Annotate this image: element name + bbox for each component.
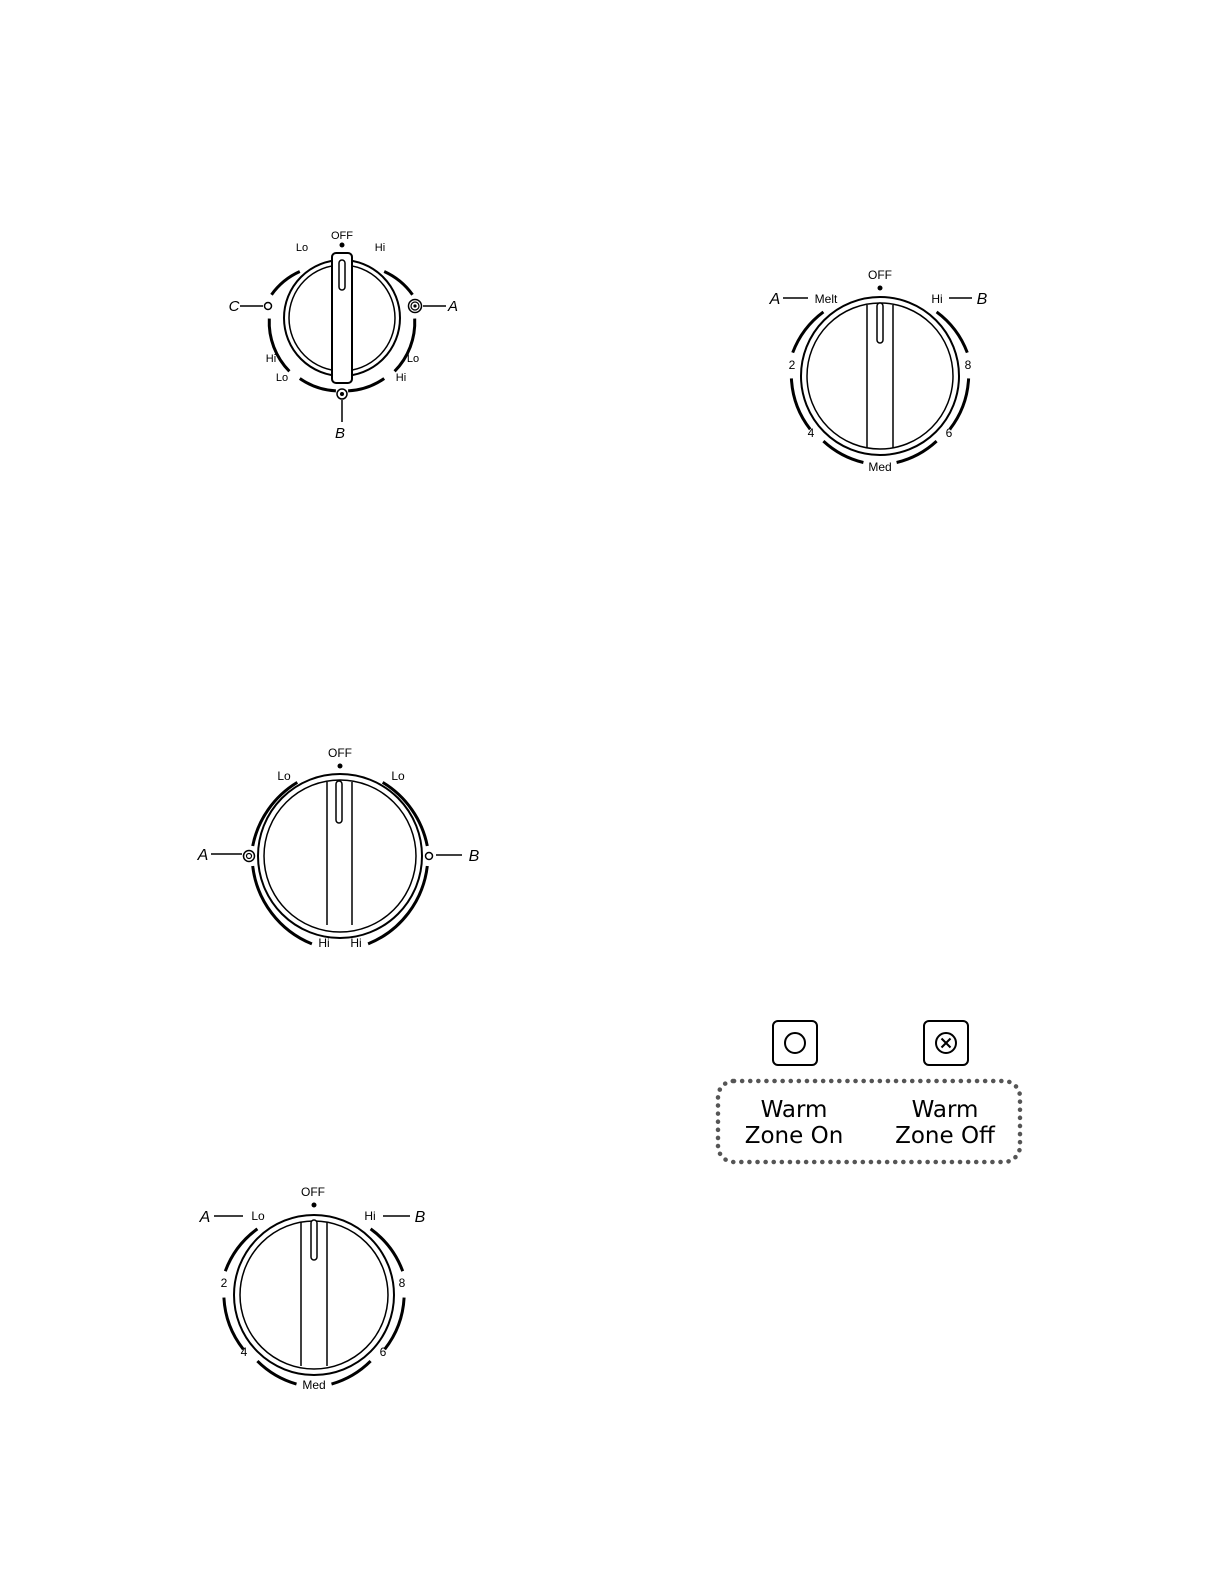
knob-pointer (336, 781, 342, 823)
melt-knob-diagram (769, 268, 988, 474)
callout-a: A (199, 1209, 211, 1226)
label-2: 2 (220, 1276, 228, 1290)
label-4: 4 (807, 426, 815, 440)
triple-element-icon (409, 300, 422, 313)
warm-zone-on-key[interactable] (773, 1021, 817, 1065)
callout-b: B (414, 1209, 426, 1226)
callout-a: A (769, 291, 781, 308)
label-4: 4 (240, 1345, 248, 1359)
callout-b: B (976, 291, 988, 308)
label-melt: Melt (814, 292, 838, 306)
knob-pointer (339, 260, 345, 290)
warm-zone-panel (718, 1021, 1020, 1162)
warm-zone-off-label-line1: Warm (911, 1097, 979, 1123)
warm-zone-on-label-line1: Warm (760, 1097, 828, 1123)
warm-zone-on-label-line2: Zone On (744, 1123, 844, 1149)
label-6: 6 (379, 1345, 387, 1359)
label-hi-right: Hi (395, 372, 407, 384)
knob-pointer (311, 1220, 317, 1260)
callout-b: B (468, 848, 480, 865)
knob-pointer (877, 303, 883, 343)
dual-element-knob-diagram (197, 746, 480, 950)
single-element-icon (265, 303, 272, 310)
callout-a: A (447, 298, 459, 315)
label-off: OFF (328, 746, 352, 760)
off-marker-dot (312, 1203, 317, 1208)
label-off: OFF (868, 268, 892, 282)
label-hi: Hi (931, 292, 943, 306)
label-lo-right: Lo (391, 769, 405, 783)
label-med: Med (868, 460, 892, 474)
callout-b: B (334, 425, 346, 442)
label-off: OFF (301, 1185, 325, 1199)
off-marker-dot (338, 764, 343, 769)
off-marker-dot (340, 243, 345, 248)
label-8: 8 (398, 1276, 406, 1290)
label-lo-left: Lo (275, 372, 289, 384)
warm-zone-off-button[interactable] (924, 1021, 968, 1065)
label-lo-left: Lo (277, 769, 291, 783)
warm-zone-on-button[interactable] (773, 1021, 817, 1065)
label-hi: Hi (364, 1209, 376, 1223)
off-marker-dot (878, 286, 883, 291)
label-hi-left: Hi (318, 936, 330, 950)
label-2: 2 (788, 358, 796, 372)
label-lo: Lo (251, 1209, 265, 1223)
label-lo-top: Lo (295, 242, 309, 254)
triple-element-knob-diagram (229, 230, 458, 442)
single-element-knob-diagram (199, 1185, 426, 1392)
warm-zone-off-label-line2: Zone Off (895, 1123, 995, 1149)
label-hi-left: Hi (265, 353, 277, 365)
callout-a: A (197, 847, 209, 864)
label-hi-top: Hi (374, 242, 386, 254)
single-element-icon (426, 853, 433, 860)
label-6: 6 (945, 426, 953, 440)
dual-element-icon (337, 389, 347, 399)
label-lo-right: Lo (406, 353, 420, 365)
label-hi-right: Hi (350, 936, 362, 950)
label-8: 8 (964, 358, 972, 372)
dual-element-icon (244, 851, 255, 862)
label-off: OFF (331, 230, 353, 242)
label-med: Med (302, 1378, 326, 1392)
callout-c: C (228, 298, 240, 315)
